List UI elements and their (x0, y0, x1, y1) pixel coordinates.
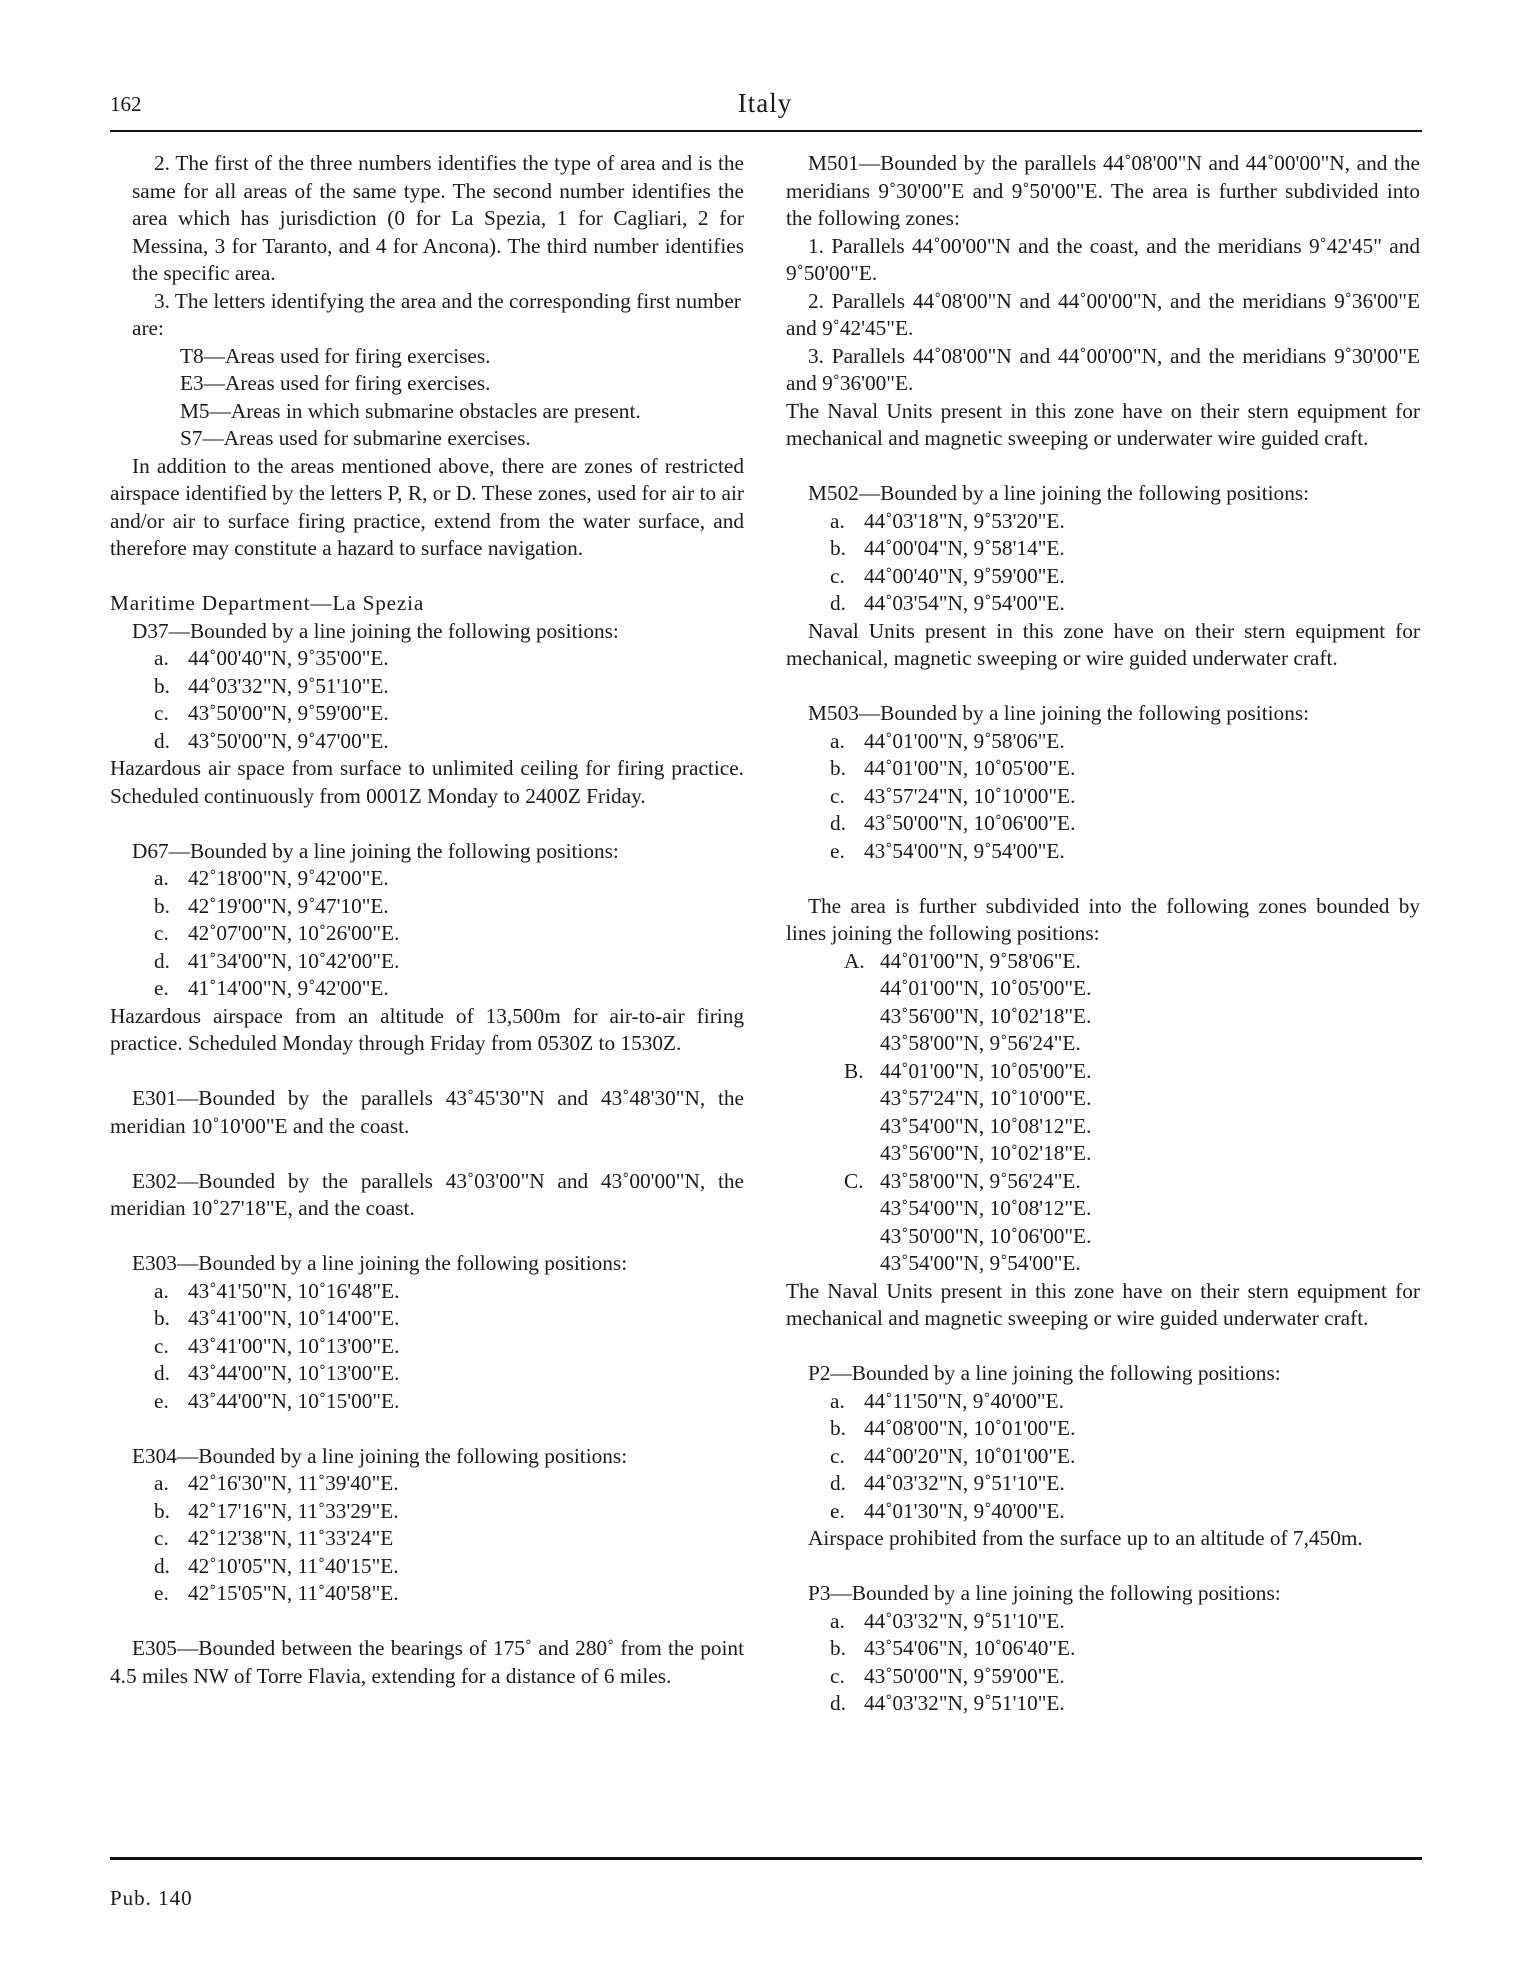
item-letter: b. (830, 1636, 846, 1660)
item-position: 44˚01'30"N, 9˚40'00"E. (864, 1498, 1065, 1523)
area-m501 (786, 150, 1420, 453)
item-letter: b. (154, 1498, 170, 1523)
paragraph-3: 3. The letters identifying the area and the corresponding first number are: (132, 288, 741, 340)
item-letter: a. (154, 646, 169, 670)
zone-c (786, 1168, 1420, 1196)
item-letter: c. (154, 1526, 169, 1550)
item-position: 43˚41'50"N, 10˚16'48"E. (188, 1278, 400, 1303)
item-letter: d. (830, 591, 846, 615)
item-position: 44˚01'00"N, 10˚05'00"E. (864, 756, 1076, 780)
item-letter: d. (830, 1471, 846, 1495)
item-position: 42˚15'05"N, 11˚40'58"E. (188, 1581, 399, 1605)
list-item (110, 700, 744, 728)
publication-footer: Pub. 140 (110, 1886, 193, 1910)
item-position: 41˚14'00"N, 9˚42'00"E. (188, 976, 389, 1000)
item-position: 44˚01'00"N, 9˚58'06"E. (864, 728, 1065, 753)
item-position: 43˚44'00"N, 10˚15'00"E. (188, 1388, 400, 1413)
item-letter: d. (830, 1691, 846, 1715)
item-letter: b. (830, 536, 846, 560)
area-heading: E303—Bounded by a line joining the following positions: (132, 1251, 628, 1275)
list-item (786, 810, 1420, 838)
item-position: 44˚00'04"N, 9˚58'14"E. (864, 536, 1065, 560)
item-letter: b. (154, 893, 170, 918)
subdivision-paragraph: The area is further subdivided into the following zones bounded by lines joining the following positions: (786, 893, 1420, 945)
left-column (110, 150, 744, 1690)
item-letter: a. (830, 728, 845, 753)
list-item (786, 1690, 1420, 1718)
item-position: 43˚50'00"N, 9˚47'00"E. (188, 728, 389, 753)
item-letter: c. (830, 783, 845, 808)
zone-letter: B. (844, 1058, 864, 1083)
item-letter: a. (154, 1471, 169, 1495)
list-item (110, 1470, 744, 1498)
item-position: 43˚50'00"N, 10˚06'00"E. (864, 811, 1076, 835)
list-item (786, 1415, 1420, 1443)
item-position: 42˚10'05"N, 11˚40'15"E. (188, 1553, 399, 1578)
list-item (110, 1278, 744, 1306)
item-letter: c. (154, 701, 169, 725)
item-position: 42˚07'00"N, 10˚26'00"E. (188, 921, 400, 945)
list-item (110, 1305, 744, 1333)
area-note: Naval Units present in this zone have on their stern equipment for mechanical, magnetic sweeping or wire guided underwater craft. (786, 618, 1420, 670)
item-letter: a. (154, 866, 169, 890)
list-item (110, 728, 744, 756)
list-item (110, 975, 744, 1003)
zone-position: 43˚57'24"N, 10˚10'00"E. (880, 1086, 1092, 1110)
item-position: 42˚18'00"N, 9˚42'00"E. (188, 866, 389, 890)
area-heading: P2—Bounded by a line joining the following positions: (808, 1361, 1281, 1385)
area-note: The Naval Units present in this zone have on their stern equipment for mechanical and magnetic sweeping or underwater wire guided craft. (786, 398, 1420, 450)
list-item (110, 1360, 744, 1388)
item-position: 42˚16'30"N, 11˚39'40"E. (188, 1471, 399, 1495)
area-heading: M502—Bounded by a line joining the following positions: (808, 481, 1310, 505)
zone-position: 43˚50'00"N, 10˚06'00"E. (880, 1223, 1092, 1248)
item-position: 43˚44'00"N, 10˚13'00"E. (188, 1361, 400, 1385)
list-item (110, 1388, 744, 1416)
item-position: 44˚00'40"N, 9˚35'00"E. (188, 646, 389, 670)
area-heading: D67—Bounded by a line joining the following positions: (132, 838, 619, 863)
item-letter: c. (830, 1663, 845, 1688)
right-column (786, 150, 1420, 1718)
zone-position: 43˚56'00"N, 10˚02'18"E. (880, 1141, 1092, 1165)
item-position: 44˚03'54"N, 9˚54'00"E. (864, 591, 1065, 615)
area-note: Hazardous air space from surface to unlimited ceiling for firing practice. Scheduled continuously from 0001Z Monday to 2400Z Friday. (110, 756, 744, 808)
item-position: 41˚34'00"N, 10˚42'00"E. (188, 948, 400, 973)
paragraph-2: 2. The first of the three numbers identifies the type of area and is the same for all areas of the same type. The second number identifies the area which has jurisdiction (0 for La Spezia, 1 for Cagliari, 2 for Messina, 3 for Taranto, and 4 for Ancona). The third number identifies the specific area. (132, 151, 744, 285)
list-item (786, 590, 1420, 618)
item-position: 43˚41'00"N, 10˚13'00"E. (188, 1333, 400, 1358)
list-item (786, 1635, 1420, 1663)
area-note: Airspace prohibited from the surface up to an altitude of 7,450m. (808, 1526, 1363, 1550)
item-letter: b. (154, 1306, 170, 1330)
item-letter: b. (830, 756, 846, 780)
item-letter: c. (154, 1333, 169, 1358)
footer-rule (110, 1857, 1422, 1860)
list-item (110, 948, 744, 976)
area-heading: E304—Bounded by a line joining the following positions: (132, 1443, 628, 1468)
area-heading: M503—Bounded by a line joining the following positions: (808, 701, 1310, 725)
code-line: M5—Areas in which submarine obstacles are present. (180, 398, 641, 423)
item-position: 43˚50'00"N, 9˚59'00"E. (188, 701, 389, 725)
zone-position: 43˚58'00"N, 9˚56'24"E. (880, 1168, 1081, 1193)
list-item (110, 893, 744, 921)
item-position: 44˚11'50"N, 9˚40'00"E. (864, 1388, 1064, 1413)
area-m502 (786, 480, 1420, 673)
item-position: 42˚17'16"N, 11˚33'29"E. (188, 1498, 399, 1523)
list-item (786, 1470, 1420, 1498)
list-item (786, 1663, 1420, 1691)
item-letter: b. (830, 1416, 846, 1440)
area-p3 (786, 1580, 1420, 1718)
item-position: 43˚41'00"N, 10˚14'00"E. (188, 1306, 400, 1330)
item-letter: a. (830, 508, 845, 533)
code-line: T8—Areas used for firing exercises. (180, 343, 491, 368)
zone-b (786, 1058, 1420, 1086)
list-item (110, 1580, 744, 1608)
item-letter: c. (154, 921, 169, 945)
item-letter: b. (154, 673, 170, 698)
zone-line: 1. Parallels 44˚00'00"N and the coast, and the meridians 9˚42'45" and 9˚50'00"E. (786, 233, 1420, 285)
list-item (110, 673, 744, 701)
area-m503 (786, 700, 1420, 1333)
list-item (110, 1553, 744, 1581)
area-heading: D37—Bounded by a line joining the following positions: (132, 618, 619, 643)
zone-position: 43˚54'00"N, 10˚08'12"E. (880, 1113, 1092, 1138)
list-item (110, 920, 744, 948)
item-letter: c. (830, 563, 845, 588)
page-header (110, 88, 1420, 130)
list-item (786, 1608, 1420, 1636)
item-position: 44˚03'18"N, 9˚53'20"E. (864, 508, 1065, 533)
item-letter: e. (154, 1581, 169, 1605)
zone-position: 43˚54'00"N, 9˚54'00"E. (880, 1251, 1081, 1275)
item-position: 43˚54'06"N, 10˚06'40"E. (864, 1636, 1076, 1660)
list-item (786, 1498, 1420, 1526)
zone-position: 43˚58'00"N, 9˚56'24"E. (880, 1031, 1081, 1055)
item-letter: d. (830, 811, 846, 835)
zone-position: 44˚01'00"N, 10˚05'00"E. (880, 1058, 1092, 1083)
item-letter: d. (154, 1553, 170, 1578)
code-line: E3—Areas used for firing exercises. (180, 371, 491, 395)
zone-position: 43˚56'00"N, 10˚02'18"E. (880, 1003, 1092, 1028)
list-item (786, 535, 1420, 563)
item-letter: e. (830, 838, 845, 863)
item-position: 44˚03'32"N, 9˚51'10"E. (864, 1471, 1065, 1495)
area-heading: M501—Bounded by the parallels 44˚08'00"N and 44˚00'00"N, and the meridians 9˚30'00"E and 9˚50'00"E. The area is further subdivided into the following zones: (786, 151, 1420, 230)
item-letter: a. (830, 1388, 845, 1413)
list-item (786, 563, 1420, 591)
item-position: 42˚12'38"N, 11˚33'24"E (188, 1526, 394, 1550)
area-e303 (110, 1250, 744, 1415)
item-position: 42˚19'00"N, 9˚47'10"E. (188, 893, 389, 918)
list-item (110, 645, 744, 673)
list-item (110, 1525, 744, 1553)
list-item (786, 783, 1420, 811)
zone-letter: A. (844, 948, 865, 973)
area-note: The Naval Units present in this zone have on their stern equipment for mechanical and magnetic sweeping or wire guided underwater craft. (786, 1278, 1420, 1330)
section-heading: Maritime Department—La Spezia (110, 591, 425, 615)
item-letter: d. (154, 1361, 170, 1385)
item-letter: a. (830, 1608, 845, 1633)
list-item (110, 1498, 744, 1526)
item-letter: c. (830, 1443, 845, 1468)
zone-position: 44˚01'00"N, 10˚05'00"E. (880, 976, 1092, 1000)
area-p2 (786, 1360, 1420, 1553)
zone-position: 43˚54'00"N, 10˚08'12"E. (880, 1196, 1092, 1220)
item-position: 44˚00'20"N, 10˚01'00"E. (864, 1443, 1076, 1468)
area-e304 (110, 1443, 744, 1608)
item-position: 44˚03'32"N, 9˚51'10"E. (864, 1608, 1065, 1633)
list-item (786, 728, 1420, 756)
area-e302: E302—Bounded by the parallels 43˚03'00"N and 43˚00'00"N, the meridian 10˚27'18"E, and the coast. (110, 1168, 744, 1220)
list-item (786, 1388, 1420, 1416)
page-number: 162 (110, 92, 142, 116)
area-d37 (110, 618, 744, 811)
item-letter: d. (154, 728, 170, 753)
list-item (786, 1443, 1420, 1471)
item-position: 43˚54'00"N, 9˚54'00"E. (864, 838, 1065, 863)
item-letter: e. (154, 976, 169, 1000)
restricted-airspace-paragraph: In addition to the areas mentioned above, there are zones of restricted airspace identified by the letters P, R, or D. These zones, used for air to air and/or air to surface firing practice, extend from the water surface, and therefore may constitute a hazard to surface navigation. (110, 453, 744, 560)
item-letter: d. (154, 948, 170, 973)
list-item (110, 1333, 744, 1361)
list-item (786, 755, 1420, 783)
item-position: 44˚03'32"N, 9˚51'10"E. (864, 1691, 1065, 1715)
page-title: Italy (737, 88, 793, 118)
zone-position: 44˚01'00"N, 9˚58'06"E. (880, 948, 1081, 973)
list-item (110, 865, 744, 893)
zone-line: 3. Parallels 44˚08'00"N and 44˚00'00"N, and the meridians 9˚30'00"E and 9˚36'00"E. (786, 343, 1420, 395)
item-letter: a. (154, 1278, 169, 1303)
item-position: 44˚00'40"N, 9˚59'00"E. (864, 563, 1065, 588)
area-e301: E301—Bounded by the parallels 43˚45'30"N and 43˚48'30"N, the meridian 10˚10'00"E and the coast. (110, 1086, 744, 1138)
list-item (786, 838, 1420, 866)
area-heading: P3—Bounded by a line joining the following positions: (808, 1581, 1281, 1605)
zone-a (786, 948, 1420, 976)
item-letter: e. (830, 1498, 845, 1523)
area-d67 (110, 838, 744, 1058)
zone-letter: C. (844, 1168, 864, 1193)
item-position: 44˚03'32"N, 9˚51'10"E. (188, 673, 389, 698)
area-e305: E305—Bounded between the bearings of 175˚ and 280˚ from the point 4.5 miles NW of Torre Flavia, extending for a distance of 6 miles. (110, 1636, 744, 1688)
item-position: 43˚57'24"N, 10˚10'00"E. (864, 783, 1076, 808)
zone-line: 2. Parallels 44˚08'00"N and 44˚00'00"N, and the meridians 9˚36'00"E and 9˚42'45"E. (786, 288, 1420, 340)
list-item (786, 508, 1420, 536)
item-letter: e. (154, 1388, 169, 1413)
area-note: Hazardous airspace from an altitude of 13,500m for air-to-air firing practice. Scheduled Monday through Friday from 0530Z to 1530Z. (110, 1003, 744, 1055)
header-rule (110, 130, 1422, 132)
item-position: 44˚08'00"N, 10˚01'00"E. (864, 1416, 1076, 1440)
code-line: S7—Areas used for submarine exercises. (180, 426, 531, 450)
item-position: 43˚50'00"N, 9˚59'00"E. (864, 1663, 1065, 1688)
